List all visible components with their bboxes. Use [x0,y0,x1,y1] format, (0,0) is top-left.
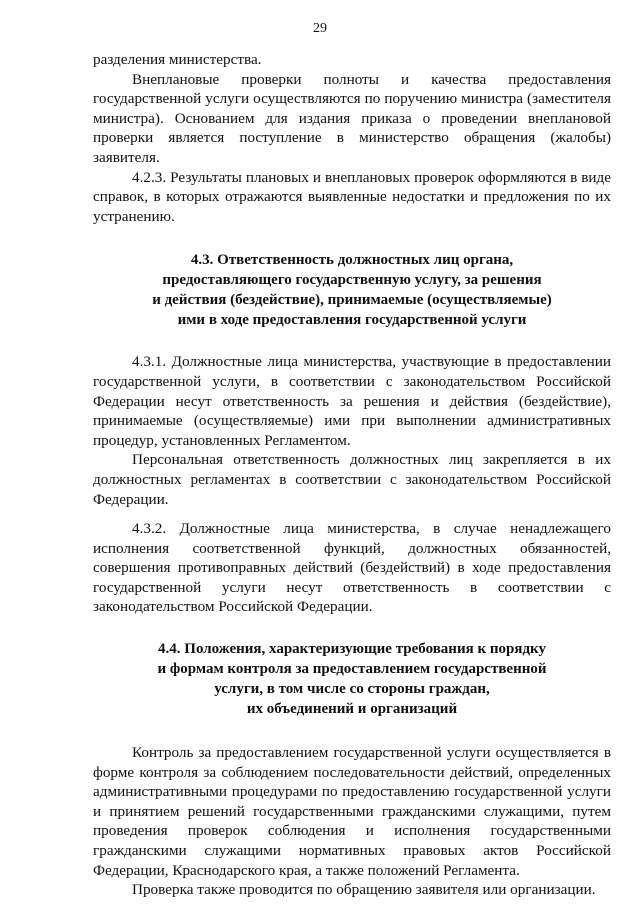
paragraph-continuation: разделения министерства. [93,51,262,68]
paragraph-4-3-1: 4.3.1. Должностные лица министерства, участвующие в предоставлении государственной услуги, в соответствии с законодательством Российской Федерации несут ответственность за решения и действия (бездействие), принимаемые (осуществляемые) ими при выполнении административных процедур, установленных Регламентом. [93,353,611,449]
paragraph-4-2-3: 4.2.3. Результаты плановых и внеплановых проверок оформляются в виде справок, в которых отражаются выявленные недостатки и предложения по их устранению. [93,168,611,225]
heading-line: ими в ходе предоставления государственной услуги [177,312,527,329]
paragraph-inspection-on-request: Проверка также проводится по обращению заявителя или организации. [132,881,596,899]
heading-line: предоставляющего государственную услугу, за решения [162,272,542,289]
heading-line: услуги, в том числе со стороны граждан, [214,681,490,698]
paragraph-control: Контроль за предоставлением государственной услуги осуществляется в форме контроля за соблюдением последовательности действий, определенных административными процедурами по предоставлению государственной услуги и принятием решений государственными гражданскими служащими, путем проведения проверок соблюдения и исполнения государственными гражданскими служащими нормативных правовых актов Российской Федерации, Краснодарского края, а также положений Регламента. [93,744,611,879]
heading-line: и формам контроля за предоставлением государственной [157,661,547,678]
page-number: 29 [313,21,327,36]
heading-line: 4.4. Положения, характеризующие требования к порядку [158,641,546,658]
section-heading-4-4 [93,639,611,719]
heading-line: 4.3. Ответственность должностных лиц органа, [190,252,514,269]
heading-line: их объединений и организаций [246,701,458,718]
section-heading-4-3 [93,250,611,330]
paragraph-unscheduled-inspections: Внеплановые проверки полноты и качества предоставления государственной услуги осуществляются по поручению министра (заместителя министра). Основанием для издания приказа о проведении внеплановой проверки является поступление в министерство обращения (жалобы) заявителя. [93,70,611,166]
heading-line: и действия (бездействие), принимаемые (осуществляемые) [152,292,552,309]
paragraph-personal-responsibility: Персональная ответственность должностных лиц закрепляется в их должностных регламентах в соответствии с законодательством Российской Федерации. [93,451,611,508]
paragraph-4-3-2: 4.3.2. Должностные лица министерства, в случае ненадлежащего исполнения соответственной функций, должностных обязанностей, совершения противоправных действий (бездействий) в ходе предоставления государственной услуги несут ответственность в соответствии с законодательством Российской Федерации. [93,520,611,616]
page-body [93,50,611,900]
